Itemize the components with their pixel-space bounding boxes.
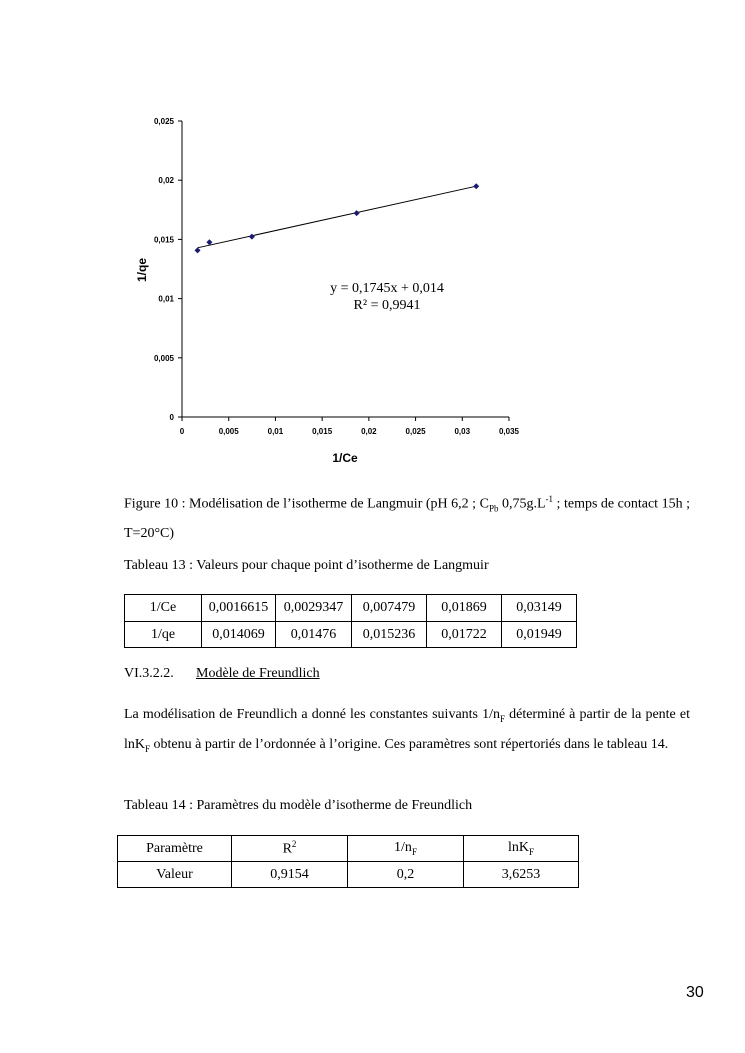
data-point	[195, 247, 201, 253]
table-cell: 3,6253	[464, 862, 579, 888]
body-paragraph: La modélisation de Freundlich a donné les constantes suivants $1/n_F$ déterminé à partir de la pente et lnK$_F$ obtenu à partir de l’ordonnée à l’origine. Ces paramètres sont répertoriés dans le tableau 14.	[124, 707, 690, 754]
x-tick-label: 0,03	[454, 427, 471, 436]
x-tick-label: 0,005	[218, 427, 239, 436]
table-row	[118, 862, 579, 888]
x-tick-label: 0	[179, 427, 185, 436]
y-tick-label: 0	[169, 413, 174, 422]
section-title: Modèle de Freundlich	[196, 666, 320, 681]
trendline	[198, 186, 477, 248]
table-cell: 0,01869	[427, 595, 502, 622]
y-tick-label: 0,015	[153, 235, 174, 245]
table14-title: Tableau 14 : Paramètres du modèle d’isotherme de Freundlich	[124, 798, 473, 813]
y-tick-label: 0,025	[153, 117, 174, 126]
section-number: VI.3.2.2.	[124, 666, 174, 681]
table13	[124, 594, 577, 648]
table-cell: 0,015236	[352, 622, 427, 648]
table-cell: 0,2	[348, 862, 464, 888]
table-cell: Paramètre	[118, 836, 232, 862]
x-tick-label: 0,025	[405, 427, 426, 436]
langmuir-chart	[0, 0, 745, 480]
table-cell: 0,0016615	[202, 595, 276, 622]
chart-axes	[182, 121, 509, 417]
table-cell: 1/Ce	[125, 595, 202, 622]
data-point	[354, 210, 360, 216]
x-tick-label: 0,01	[267, 427, 284, 436]
trendline-equation: y = 0,1745x + 0,014	[330, 281, 444, 296]
table-cell: 0,014069	[202, 622, 276, 648]
data-point	[473, 183, 479, 189]
x-tick-label: 0,035	[498, 427, 520, 436]
table-cell: 0,01949	[502, 622, 577, 648]
y-tick-label: 0,01	[158, 294, 174, 304]
y-axis-label: 1/qe	[135, 257, 149, 283]
y-tick-label: 0,02	[158, 176, 174, 186]
table-cell: 0,9154	[232, 862, 348, 888]
table-cell: 0,01722	[427, 622, 502, 648]
table-cell: 0,007479	[352, 595, 427, 622]
table-cell: 0,01476	[276, 622, 352, 648]
table-cell: lnK$_F$	[464, 836, 579, 862]
x-tick-label: 0,015	[312, 427, 333, 436]
trendline-r2: R² = 0,9941	[353, 298, 421, 313]
table-row	[125, 622, 577, 648]
table-cell: 0,0029347	[276, 595, 352, 622]
y-tick-label: 0,005	[153, 353, 174, 363]
section-heading	[124, 666, 320, 682]
page-number: 30	[686, 984, 704, 1001]
table-cell: 0,03149	[502, 595, 577, 622]
table-row	[125, 595, 577, 622]
table-cell: 1/qe	[125, 622, 202, 648]
table-cell: $R^2$	[232, 836, 348, 862]
table-cell: Valeur	[118, 862, 232, 888]
x-tick-label: 0,02	[361, 427, 377, 436]
x-axis-label: 1/Ce	[332, 451, 358, 465]
figure-caption: Figure 10 : Modélisation de l’isotherme de Langmuir (pH 6,2 ; $C_{Pb}$ $0,75g.L^{-1}$ ; temps de contact 15h ; T=20°C)	[124, 494, 691, 542]
table14	[117, 835, 579, 888]
table-row	[118, 836, 579, 862]
data-points	[195, 183, 480, 253]
data-point	[249, 234, 255, 240]
chart-ticks	[154, 117, 520, 436]
table-cell: $1/n_F$	[348, 836, 464, 862]
table13-title: Tableau 13 : Valeurs pour chaque point d’isotherme de Langmuir	[124, 558, 489, 573]
